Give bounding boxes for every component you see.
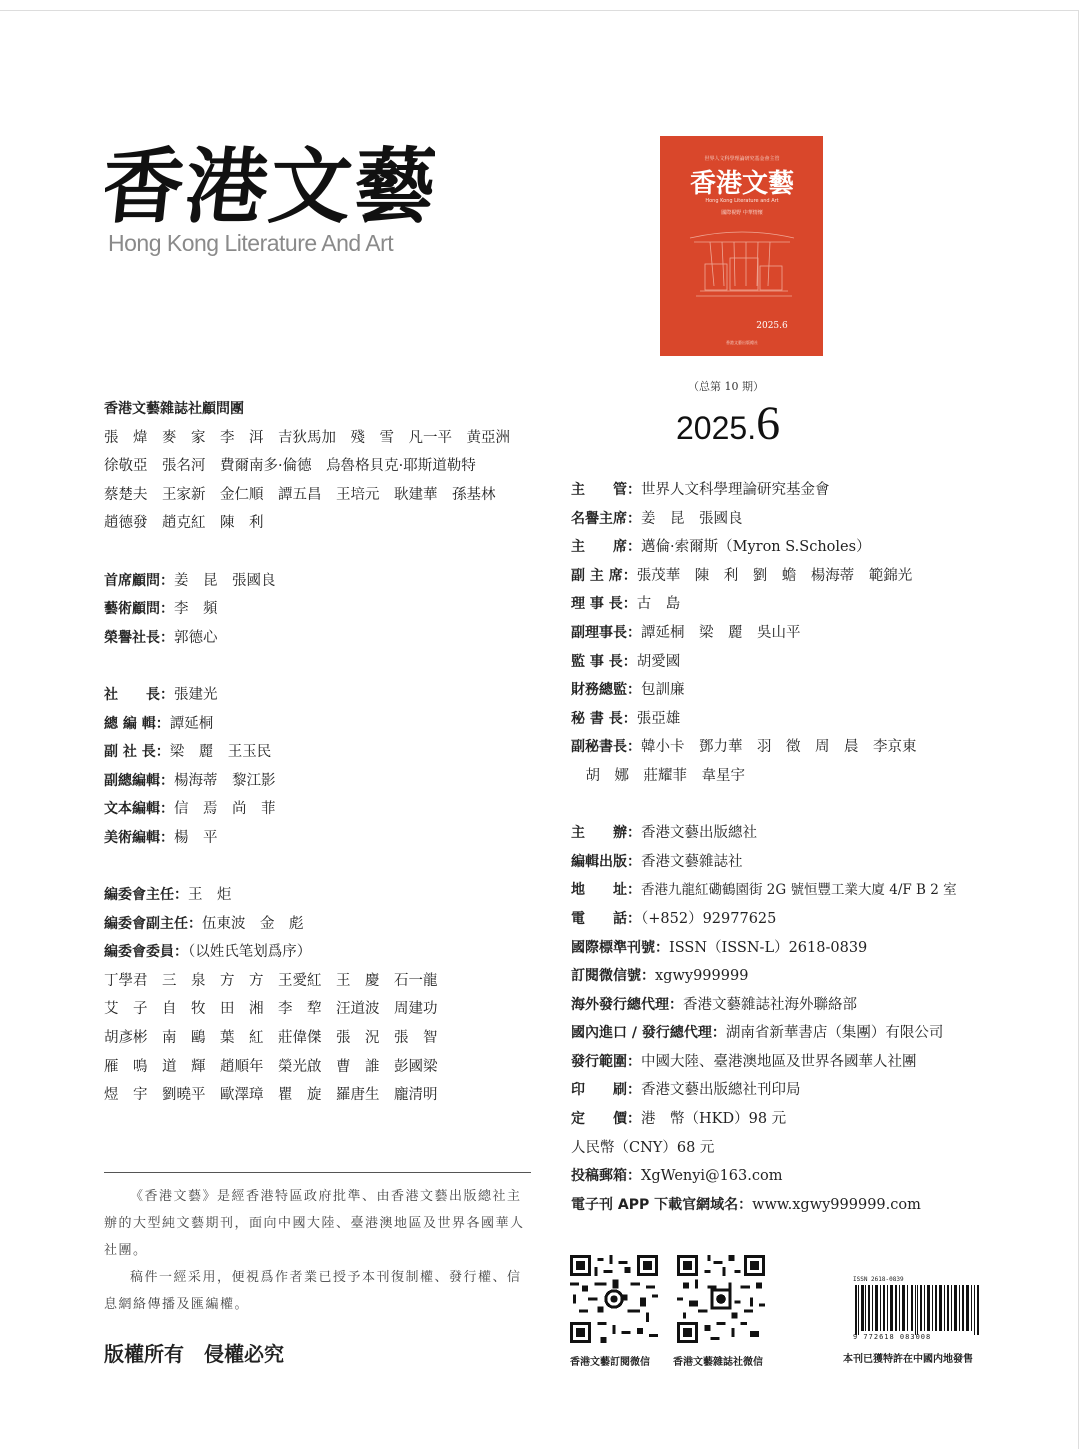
- credit-row: 副理事長：譚延桐 梁 麗 吳山平: [571, 624, 801, 641]
- credit-row: 副 社 長：梁 麗 王玉民: [104, 744, 272, 761]
- barcode-number: 9 772618 083008: [853, 1333, 932, 1341]
- issue-number: [676, 396, 780, 451]
- svg-text:國際視野 中華情懷: 國際視野 中華情懷: [721, 210, 763, 216]
- info-row: 投稿郵箱：XgWenyi@163.com: [571, 1168, 783, 1185]
- copyright-note: [104, 1183, 534, 1318]
- issue-num: 6: [756, 397, 781, 450]
- info-row: 國內進口 / 發行總代理：湖南省新華書店（集團）有限公司: [571, 1025, 944, 1042]
- info-row: 人民幣（CNY）68 元: [571, 1139, 715, 1156]
- note-paragraph: 《香港文藝》是經香港特區政府批準、由香港文藝出版總社主辦的大型純文藝期刊，面向中國大陸、臺港澳地區及世界各國華人社團。: [104, 1189, 525, 1258]
- credit-row: 文本編輯：信 焉 尚 菲: [104, 801, 276, 818]
- info-row: 定 價：港 幣（HKD）98 元: [571, 1111, 787, 1128]
- info-row: 主 辦：香港文藝出版總社: [571, 825, 757, 842]
- info-row: 國際標準刊號：ISSN（ISSN-L）2618-0839: [571, 939, 868, 956]
- svg-text:香港文藝出版總社: 香港文藝出版總社: [726, 340, 758, 345]
- credit-row: 主 席：邁倫·索爾斯（Myron S.Scholes）: [571, 539, 871, 556]
- barcode-top-text: ISSN 2618-0839: [853, 1276, 904, 1283]
- info-row: 印 刷：香港文藝出版總社刊印局: [571, 1082, 801, 1099]
- credit-row: 編委會主任：王 炬: [104, 887, 232, 904]
- advisors-line: 徐敬亞 張名河 費爾南多·倫德 烏魯格貝克·耶斯道勒特: [104, 458, 476, 475]
- info-row: 訂閱微信號：xgwy999999: [571, 968, 749, 985]
- credit-row: 首席顧問：姜 昆 張國良: [104, 572, 276, 589]
- svg-text:香港文藝: 香港文藝: [689, 169, 795, 199]
- note-paragraph: 稿件一經采用，便視爲作者業已授予本刊復制權、發行權、信息網絡傳播及匯編權。: [104, 1270, 522, 1312]
- info-row: 電子刊 APP 下載官網域名：www.xgwy999999.com: [571, 1196, 921, 1213]
- credit-row: 理 事 長：古 島: [571, 596, 681, 613]
- committee-line: 煜 宇 劉曉平 歐澤璋 瞿 旋 羅唐生 龐清明: [104, 1087, 438, 1104]
- credit-row: 秘 書 長：張亞雄: [571, 710, 681, 727]
- credit-row: 社 長：張建光: [104, 686, 218, 703]
- credit-row: 總 編 輯：譚延桐: [104, 715, 214, 732]
- credit-row: 監 事 長：胡愛國: [571, 653, 681, 670]
- cover-thumbnail: [660, 136, 823, 356]
- advisors-title: 香港文藝雜誌社顧問團: [104, 401, 244, 417]
- credit-row: 藝術顧問：李 頻: [104, 601, 218, 618]
- qr-subscription[interactable]: [570, 1255, 658, 1368]
- credit-row: 副秘書長：韓小卡 鄧力華 羽 徵 周 晨 李京東: [571, 739, 917, 756]
- credit-row: 美術編輯：楊 平: [104, 829, 218, 846]
- qr-caption: 香港文藝訂閱微信: [570, 1357, 650, 1368]
- advisors-line: 張 煒 麥 家 李 洱 吉狄馬加 殘 雪 凡一平 黄亞洲: [104, 429, 510, 446]
- issue-total: （总第 10 期）: [688, 380, 764, 393]
- credit-row: 副總編輯：楊海蒂 黎江影: [104, 772, 276, 789]
- divider: [104, 1172, 531, 1173]
- logo-text: 香港文藝: [105, 139, 435, 230]
- advisors-line: 趙德發 趙克紅 陳 利: [104, 515, 264, 532]
- qr-code-icon: [677, 1255, 765, 1343]
- info-row: 發行範圍：中國大陸、臺港澳地區及世界各國華人社團: [571, 1053, 917, 1070]
- committee-line: 丁學君 三 泉 方 方 王愛紅 王 慶 石一龍: [104, 972, 438, 989]
- info-row: 電 話：（+852）92977625: [571, 910, 777, 927]
- issue-year: 2025.: [676, 410, 757, 446]
- info-row: 編輯出版：香港文藝雜誌社: [571, 853, 743, 870]
- credit-row: 副 主 席：張茂華 陳 利 劉 蟾 楊海蒂 範錦光: [571, 567, 913, 584]
- credit-row: 財務總監：包訓廉: [571, 682, 685, 699]
- advisors-line: 蔡楚夫 王家新 金仁順 譚五昌 王培元 耿建華 孫基林: [104, 486, 496, 503]
- qr-wechat[interactable]: [673, 1255, 765, 1368]
- credit-row: 胡 娜 莊耀菲 韋星宇: [571, 767, 745, 784]
- committee-line: 胡彥彬 南 鷗 葉 紅 莊偉傑 張 況 張 智: [104, 1030, 438, 1047]
- credit-row: 榮譽社長：郭德心: [104, 629, 218, 646]
- qr-caption: 香港文藝雜誌社微信: [673, 1357, 763, 1368]
- qr-code-icon: [570, 1255, 658, 1343]
- magazine-logo: [105, 135, 435, 230]
- credit-row: 主 管：世界人文科學理論研究基金會: [571, 482, 830, 498]
- right-column: [571, 476, 1031, 1219]
- committee-line: 雁 鳴 道 輝 趙順年 榮光啟 曹 誰 彭國梁: [104, 1058, 438, 1075]
- committee-line: 艾 子 自 牧 田 湘 李 犂 汪道波 周建功: [104, 1001, 438, 1018]
- left-column: [104, 395, 564, 1110]
- barcode-caption: 本刊已獲特許在中國内地發售: [843, 1354, 973, 1365]
- svg-text:2025.6: 2025.6: [756, 321, 788, 331]
- credit-row: 編委會副主任：伍東波 金 彪: [104, 915, 304, 932]
- rights-statement: 版權所有 侵權必究: [104, 1342, 284, 1366]
- svg-text:世界人文科學理論研究基金會主管: 世界人文科學理論研究基金會主管: [704, 156, 780, 162]
- logo-english: Hong Kong Literature And Art: [108, 230, 394, 256]
- svg-text:Hong Kong Literature and Art: Hong Kong Literature and Art: [705, 198, 779, 204]
- info-row: 海外發行總代理：香港文藝雜誌社海外聯絡部: [571, 996, 857, 1013]
- info-row: 地 址：香港九龍紅磡鶴園街 2G 號恒豐工業大廈 4/F B 2 室: [571, 882, 957, 899]
- credit-row: 名譽主席：姜 昆 張國良: [571, 510, 743, 527]
- credit-row: 編委會委員：（以姓氏笔划爲序）: [104, 944, 312, 961]
